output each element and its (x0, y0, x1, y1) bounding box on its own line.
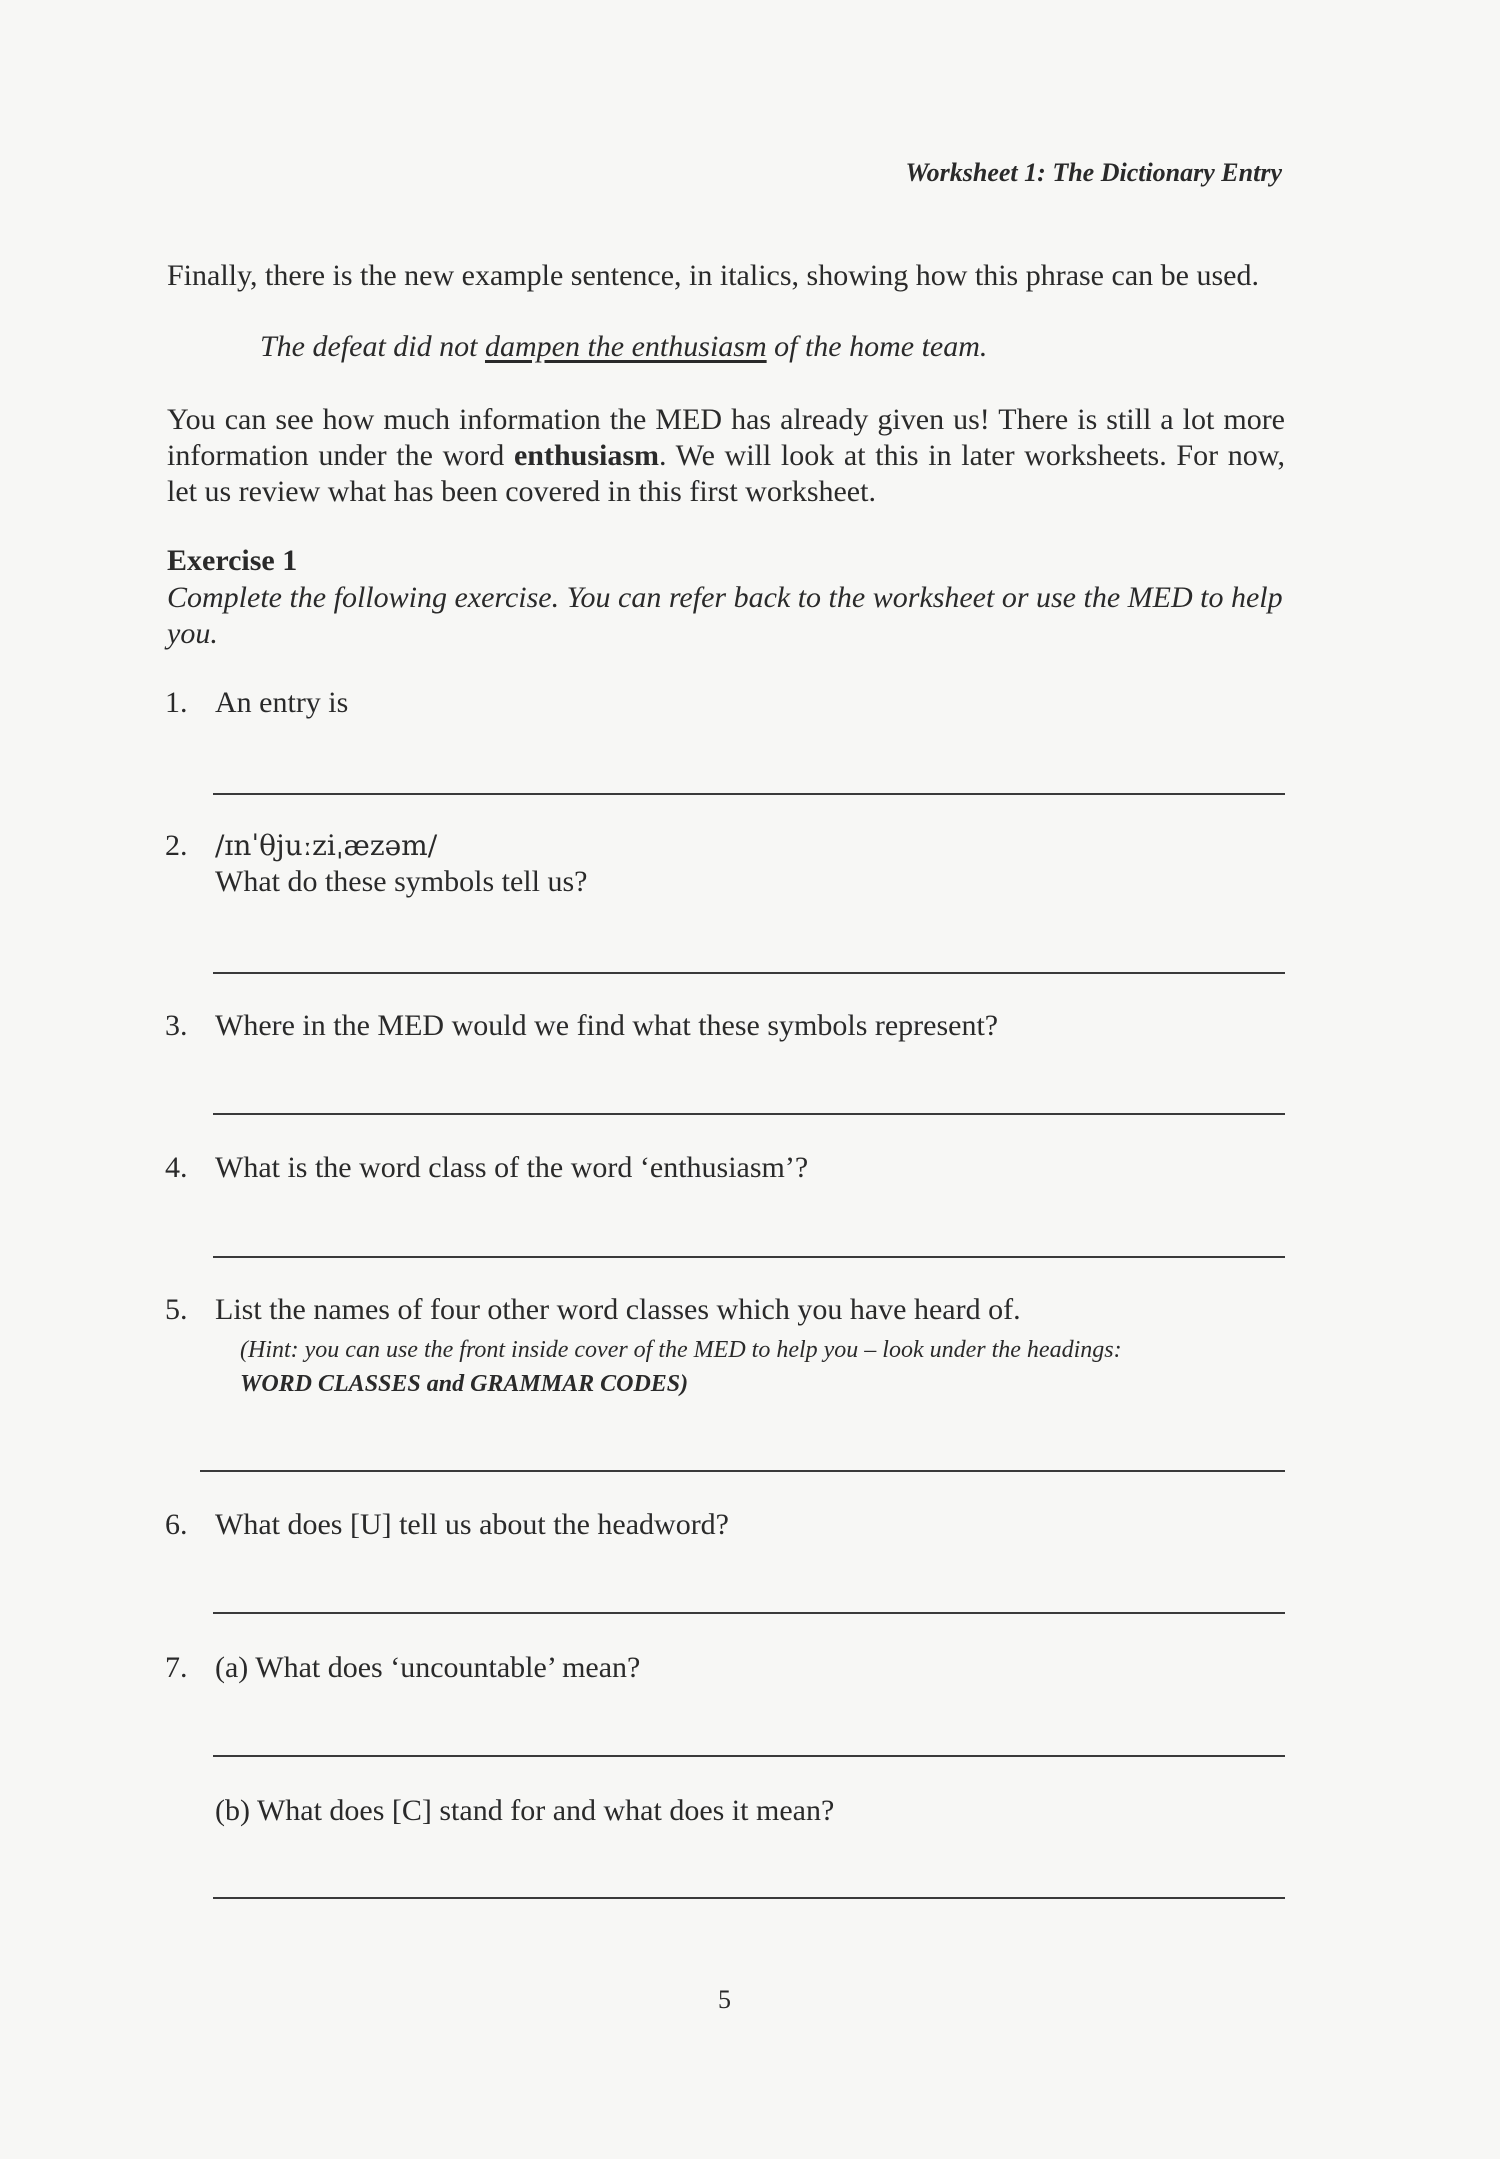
question-1-number: 1. (165, 686, 188, 719)
example-phrase: dampen the enthusiasm (484, 330, 767, 363)
example-before: The defeat did not (260, 330, 485, 363)
example-sentence (260, 330, 987, 364)
hint-line-1: (Hint: you can use the front inside cover of the MED to help you – look under the headings: (240, 1337, 1122, 1363)
answer-line-6[interactable] (213, 1612, 1285, 1614)
question-3-text: Where in the MED would we find what these symbols represent? (215, 1009, 999, 1042)
exercise-instructions: Complete the following exercise. You can refer back to the worksheet or use the MED to help you. (167, 581, 1283, 650)
question-1-text: An entry is (215, 686, 349, 719)
review-text-b: . We will look at this in later worksheets. For now, let us review what has been covered in this first worksheet. (167, 439, 1285, 508)
hint-line-2: WORD CLASSES and GRAMMAR CODES) (240, 1371, 689, 1397)
page-number: 5 (718, 1985, 731, 2014)
question-7-number: 7. (165, 1651, 188, 1684)
answer-line-3[interactable] (213, 1113, 1285, 1115)
answer-line-1[interactable] (213, 793, 1285, 795)
question-7b-text: (b) What does [C] stand for and what does it mean? (215, 1794, 835, 1827)
question-2-text: What do these symbols tell us? (215, 865, 588, 898)
review-text-a: You can see how much information the MED has already given us! There is still a lot more information under the word (167, 403, 1285, 472)
question-6-text: What does [U] tell us about the headword? (215, 1508, 729, 1541)
intro-line: Finally, there is the new example sentence, in italics, showing how this phrase can be used. (167, 259, 1259, 292)
review-paragraph (167, 402, 1285, 510)
question-5-hint (240, 1333, 1122, 1401)
question-5-text: List the names of four other word classes which you have heard of. (215, 1293, 1021, 1326)
question-4-number: 4. (165, 1151, 188, 1184)
question-5-number: 5. (165, 1293, 188, 1326)
phonetic-transcription: /ɪnˈθjuːziˌæzəm/ (215, 829, 438, 862)
answer-line-5[interactable] (200, 1470, 1285, 1472)
answer-line-7b[interactable] (213, 1897, 1285, 1899)
question-2-number: 2. (165, 829, 188, 862)
review-bold-word: enthusiasm (513, 439, 660, 472)
question-6-number: 6. (165, 1508, 188, 1541)
running-title: Worksheet 1: The Dictionary Entry (905, 158, 1282, 187)
question-7a-text: (a) What does ‘uncountable’ mean? (215, 1651, 641, 1684)
example-after: of the home team. (766, 330, 988, 363)
question-3-number: 3. (165, 1009, 188, 1042)
intro-paragraph (167, 258, 1285, 294)
answer-line-2[interactable] (213, 972, 1285, 974)
question-4-text: What is the word class of the word ‘enthusiasm’? (215, 1151, 809, 1184)
answer-line-4[interactable] (213, 1256, 1285, 1258)
answer-line-7a[interactable] (213, 1755, 1285, 1757)
exercise-title: Exercise 1 (167, 544, 298, 577)
